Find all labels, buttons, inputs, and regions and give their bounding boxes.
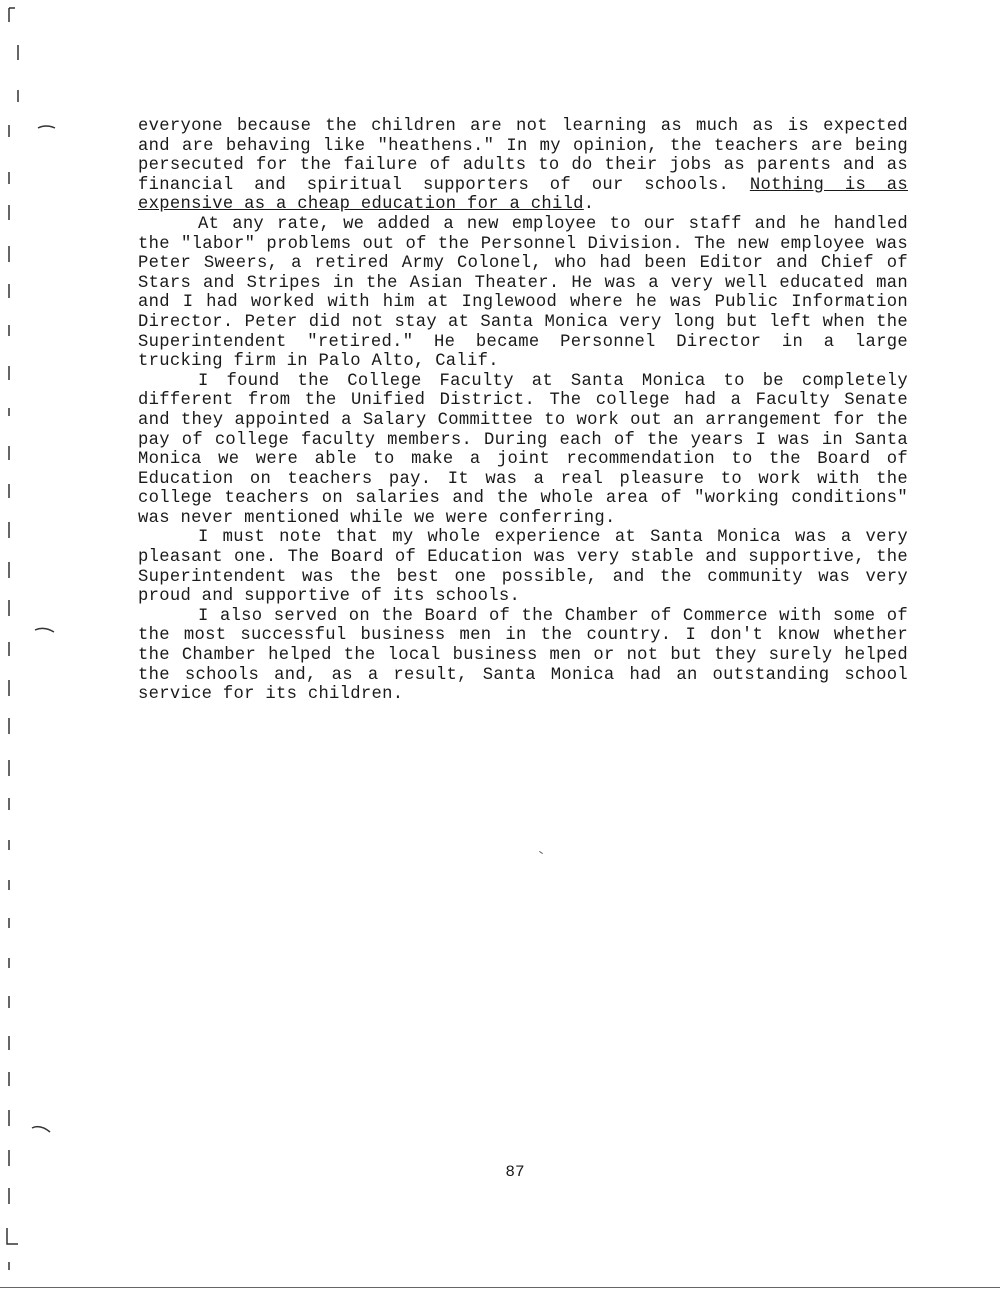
paragraph-5: I also served on the Board of the Chamber of Commerce with some of the most successful business men in the country. I don't know whether the Chamber helped the local business men or not but they surely helped the schools and, as a result, Santa Monica had an outstanding school service for its children. [138, 606, 908, 705]
paragraph-1 [138, 117, 908, 215]
paragraph-1-end: . [583, 195, 595, 215]
scan-bottom-edge [0, 1287, 1000, 1288]
scan-binding-marks [0, 0, 60, 1295]
scan-speck [539, 851, 543, 854]
paragraph-3: I found the College Faculty at Santa Monica to be completely different from the Unified District. The college had a Faculty Senate and they appointed a Salary Committee to work out an arrangement for the pay of college faculty members. During each of the years I was in Santa Monica we were able to make a joint recommendation to the Board of Education on teachers pay. It was a real pleasure to work with the college teachers on salaries and the whole area of "working conditions" was never mentioned while we were conferring. [138, 371, 908, 528]
paragraph-1-text: everyone because the children are not learning as much as is expected and are behaving like "heathens." In my opinion, the teachers are being persecuted for the failure of adults to do their jobs as parents and as financial and spiritual supporters of our schools. [138, 117, 908, 195]
body-text [138, 117, 908, 705]
page-number: 87 [505, 1163, 525, 1181]
paragraph-4: I must note that my whole experience at Santa Monica was a very pleasant one. The Board of Education was very stable and supportive, the Superintendent was the best one possible, and the community was very proud and supportive of its schools. [138, 528, 908, 607]
paragraph-2: At any rate, we added a new employee to our staff and he handled the "labor" problems out of the Personnel Division. The new employee was Peter Sweers, a retired Army Colonel, who had been Editor and Chief of Stars and Stripes in the Asian Theater. He was a very well educated man and I had worked with him at Inglewood where he was Public Information Director. Peter did not stay at Santa Monica very long but left when the Superintendent "retired." He became Personnel Director in a large trucking firm in Palo Alto, Calif. [138, 214, 908, 372]
underlined-quote: Nothing is as expensive as a cheap education for a child [138, 175, 908, 215]
